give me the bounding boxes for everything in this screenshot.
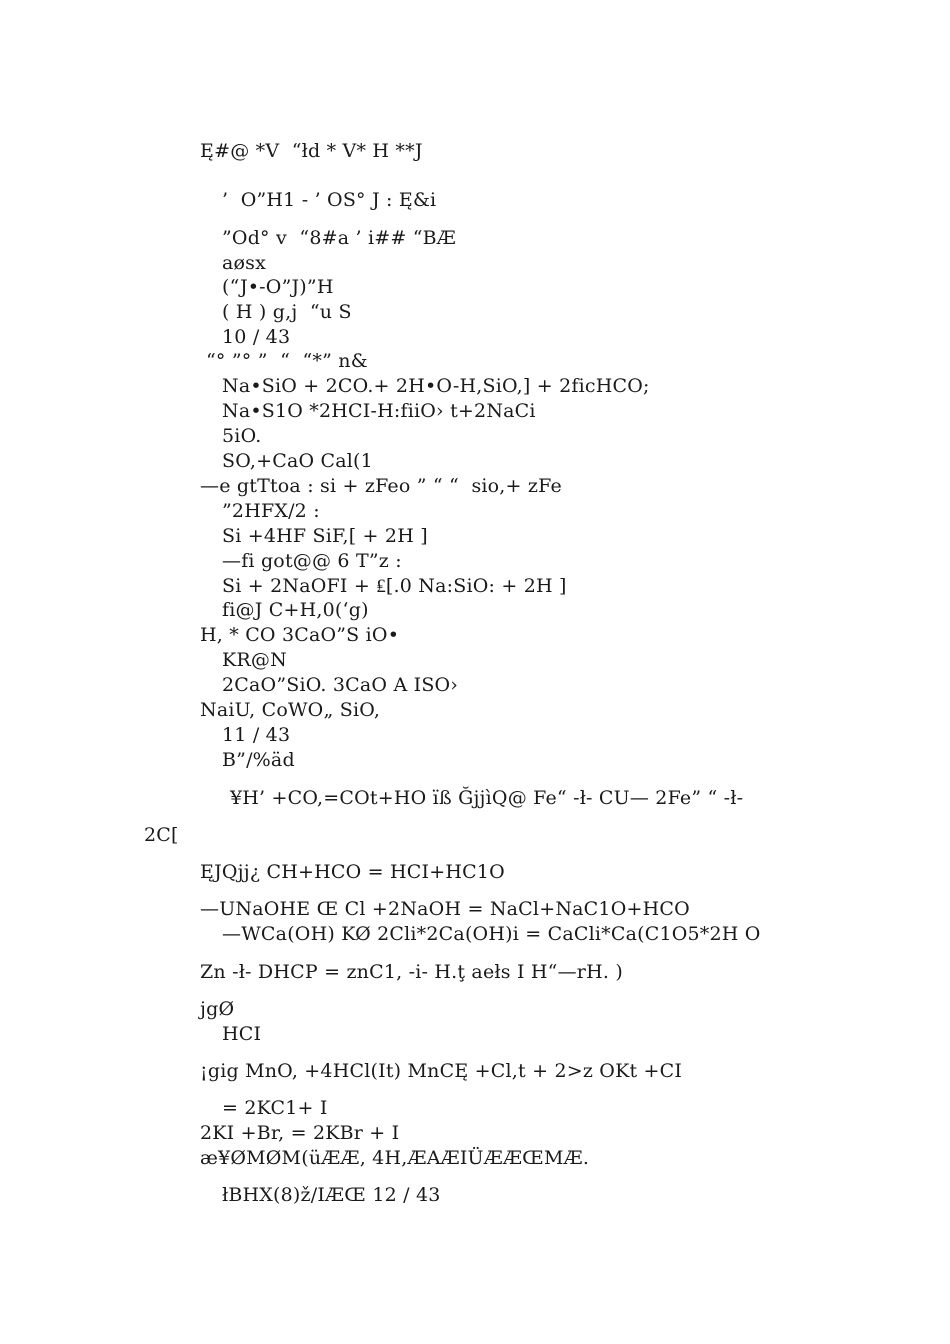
text-line: jgØ [200,998,235,1020]
equation-line: ĘJQjj¿ CH+HCO = HCI+HC1O [200,861,505,883]
page-number: 11 / 43 [222,724,291,746]
text-line: æ¥ØMØM(üÆÆ, 4H,ÆAÆIÜÆÆŒMÆ. [200,1147,590,1169]
equation-line: ¥H’ +CO,=COt+HO ïß ĞjjìQ@ Fe“ -ł- CU— 2Fe” “ -ł- [230,787,744,809]
text-line: “° ”° ” “ “*” n& [206,350,368,372]
equation-line: ¡gig MnO, +4HCl(It) MnCĘ +Cl,t + 2>z OKt +CI [200,1060,683,1082]
equation-line: Na•SiO + 2CO.+ 2H•O-H,SiO,] + 2ficHCO; [222,375,650,397]
text-line: NaiU, CoWO„ SiO, [200,699,381,721]
equation-line: —WCa(OH) KØ 2Cli*2Ca(OH)i = CaCli*Ca(C1O5*2H O [222,923,761,945]
equation-line: SO,+CaO Cal(1 [222,450,373,472]
page-number: łBHX(8)ž/IÆŒ 12 / 43 [222,1184,441,1206]
equation-line: Na•S1O *2HCI-H:fiiO› t+2NaCi [222,400,536,422]
text-line: aøsx [222,252,267,274]
equation-line: fi@J C+H,0(‘g) [222,599,369,621]
equation-line: = 2KC1+ I [222,1097,328,1119]
text-line: 5iO. [222,425,262,447]
page-number: 10 / 43 [222,326,291,348]
text-line: ”Od° v “8#a ’ i## “BÆ [222,227,457,249]
equation-line: 2CaO”SiO. 3CaO A ISO› [222,674,459,696]
equation-line: 2KI +Br, = 2KBr + I [200,1122,400,1144]
text-line: KR@N [222,649,287,671]
text-line: ’ O”H1 - ’ OS° J : Ę&i [222,189,437,211]
text-line: —fi got@@ 6 T”z : [222,550,402,572]
text-line: ”2HFX/2 : [222,500,320,522]
text-line: (“J•-O”J)”H [222,276,334,298]
equation-line: —e gtTtoa : si + zFeo ” “ “ sio,+ zFe [200,475,562,497]
equation-line: Zn -ł- DHCP = znC1, -i- H.ţ aełs I H“—rH. ) [200,961,623,983]
text-line: ( H ) g,j “u S [222,301,352,323]
equation-line: Si +4HF SiF,[ + 2H ] [222,525,428,547]
text-line: HCI [222,1023,262,1045]
text-line: 2C[ [144,824,179,846]
equation-line: H, * CO 3CaO”S iO• [200,624,400,646]
text-line: B”/%äd [222,749,295,771]
text-line: Ę#@ *V “łd * V* H **J [200,140,423,162]
equation-line: Si + 2NaOFI + ₤[.0 Na:SiO: + 2H ] [222,575,567,597]
equation-line: —UNaOHE Œ Cl +2NaOH = NaCl+NaC1O+HCO [200,898,690,920]
